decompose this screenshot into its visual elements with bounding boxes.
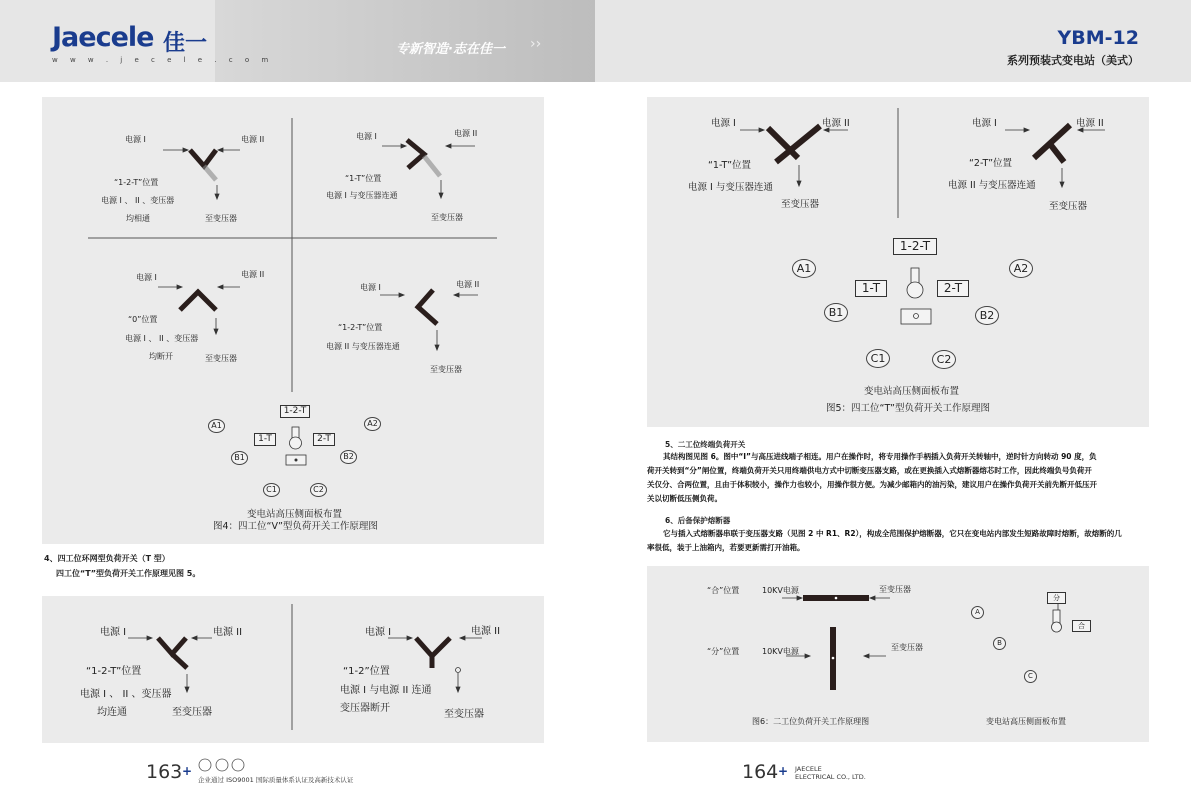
fig5-b1: B1 xyxy=(824,303,848,322)
sec5-line-4: 关以切断低压侧负荷。 xyxy=(647,494,722,503)
fig4-q4-tx: 至变压器 xyxy=(430,365,462,374)
fig4-a2: A2 xyxy=(364,417,381,431)
fig6-b: B xyxy=(993,637,1006,650)
fig6-caption: 图6：二工位负荷开关工作原理图 xyxy=(752,717,870,726)
fig5-c2: C2 xyxy=(932,350,956,369)
slogan: 专新智造·志在佳一 xyxy=(396,42,505,57)
fig4-b1: B1 xyxy=(231,451,248,465)
fig4-q4-src1: 电源 I xyxy=(360,283,381,292)
fig5-l-pos: “1-T”位置 xyxy=(708,160,752,171)
company-logo: Jaecele xyxy=(52,22,154,53)
fig4-q2-desc: 电源 I 与变压器连通 xyxy=(326,191,398,200)
sec6-line-1: 它与插入式熔断器串联于变压器支路（见图 2 中 R1、R2），构成全范围保护熔断器，它只在变电站内部发生短路故障时熔断，故熔断的几 xyxy=(663,529,1122,538)
fig6-c: C xyxy=(1024,670,1037,683)
plus-icon: + xyxy=(182,764,193,778)
fig5-a2: A2 xyxy=(1009,259,1033,278)
sec6-title: 6、后备保护熔断器 xyxy=(665,516,731,525)
br-pos: “1-2”位置 xyxy=(343,666,390,677)
fig6-kv-1: 10KV电源 xyxy=(762,586,799,595)
company-url: w w w . j e c e l e . c o m xyxy=(52,56,274,64)
fig4-q2-pos: “1-T”位置 xyxy=(345,174,382,183)
fig6-kv-2: 10KV电源 xyxy=(762,647,799,656)
fig5-a1: A1 xyxy=(792,259,816,278)
sec5-line-3: 关仅分、合两位置，且由于体积较小，操作力也较小，用操作很方便。为减少邮箱内的油污染，建议用户在操作负荷开关前先断开低压开 xyxy=(647,480,1097,489)
fig5-r-src2: 电源 II xyxy=(1076,118,1104,129)
fig6-fen-pos: “分”位置 xyxy=(707,647,740,656)
fig5-l-desc: 电源 I 与变压器连通 xyxy=(688,182,773,193)
fig4-q3-src2: 电源 II xyxy=(241,270,265,279)
sec5-title: 5、二工位终端负荷开关 xyxy=(665,440,746,449)
br-src1: 电源 I xyxy=(365,627,392,638)
br-tx: 至变压器 xyxy=(444,709,484,720)
bl-src2: 电源 II xyxy=(213,627,243,638)
fig6-tx-1: 至变压器 xyxy=(879,585,911,594)
fig4-q1-src2: 电源 II xyxy=(241,135,265,144)
br-desc: 电源 I 与电源 II 连通 xyxy=(340,685,432,696)
fig5-r-desc: 电源 II 与变压器连通 xyxy=(948,180,1036,191)
fig4-q4-desc: 电源 II 与变压器连通 xyxy=(326,342,400,351)
fig5-btn-1t: 1-T xyxy=(855,280,887,297)
fig4-q1-desc: 电源 I 、 II 、变压器 xyxy=(101,196,175,205)
fig6-tx-2: 至变压器 xyxy=(891,643,923,652)
fig5-panel-caption: 变电站高压侧面板布置 xyxy=(864,386,960,397)
fig5-btn-2t: 2-T xyxy=(937,280,969,297)
sec5-line-1: 其结构图见图 6。图中“I”与高压进线端子相连。用户在操作时，将专用操作手柄插入负荷开关转轴中，逆时针方向转动 90 度，负 xyxy=(663,452,1097,461)
fig4-q4-pos: “1-2-T”位置 xyxy=(338,323,383,332)
bl-tx: 至变压器 xyxy=(172,707,212,718)
bl-pos: “1-2-T”位置 xyxy=(86,666,142,677)
bl-desc2: 均连通 xyxy=(97,707,127,718)
product-title: YBM-12 xyxy=(1057,27,1139,49)
company-logo-cn: 佳一 xyxy=(163,31,208,56)
fig4-q2-src1: 电源 I xyxy=(356,132,377,141)
bl-src1: 电源 I xyxy=(100,627,127,638)
sec4-text: 四工位“T”型负荷开关工作原理见图 5。 xyxy=(56,569,201,578)
fig5-l-src2: 电源 II xyxy=(822,118,850,129)
fig6-panel-caption: 变电站高压侧面板布置 xyxy=(986,717,1066,726)
fig6-he-pos: “合”位置 xyxy=(707,586,740,595)
fig6-a: A xyxy=(971,606,984,619)
fig5-r-src1: 电源 I xyxy=(972,118,997,129)
bl-desc: 电源 I 、 II 、变压器 xyxy=(80,689,172,700)
fig5-r-tx: 至变压器 xyxy=(1049,201,1088,212)
fig4-btn-1t: 1-T xyxy=(254,433,276,446)
fig5-l-tx: 至变压器 xyxy=(781,199,820,210)
fig4-q1-desc2: 均相通 xyxy=(126,214,150,223)
br-desc2: 变压器断开 xyxy=(340,703,390,714)
plus-icon: + xyxy=(778,764,789,778)
fig5-caption: 图5：四工位“T”型负荷开关工作原理图 xyxy=(826,403,990,414)
fig4-panel-caption: 变电站高压侧面板布置 xyxy=(247,509,343,520)
sec6-line-2: 率很低，装于上油箱内，若要更新需打开油箱。 xyxy=(647,543,805,552)
fig5-l-src1: 电源 I xyxy=(711,118,736,129)
product-subtitle: 系列预装式变电站（美式） xyxy=(1007,54,1139,67)
fig4-q3-desc2: 均断开 xyxy=(149,352,173,361)
fig4-q1-tx: 至变压器 xyxy=(205,214,237,223)
fig4-c1: C1 xyxy=(263,483,280,497)
sec5-line-2: 荷开关转到“分”闸位置，终端负荷开关只用终端供电方式中切断变压器支路，或在更换插入式熔断器熔芯时工作，因此终端负号负荷开 xyxy=(647,466,1092,475)
fig6-fen-label: 分 xyxy=(1047,592,1066,604)
fig5-c1: C1 xyxy=(866,349,890,368)
fig5-r-pos: “2-T”位置 xyxy=(969,158,1013,169)
fig4-b2: B2 xyxy=(340,450,357,464)
fig5-btn-12t: 1-2-T xyxy=(893,238,937,255)
br-src2: 电源 II xyxy=(471,626,501,637)
company-name-2: ELECTRICAL CO., LTD. xyxy=(795,773,866,781)
fig5-b2: B2 xyxy=(975,306,999,325)
fig4-q3-desc: 电源 I 、 II 、变压器 xyxy=(125,334,199,343)
fig6-he-label: 合 xyxy=(1072,620,1091,632)
cert-text: 企业通过 ISO9001 国际质量体系认证及高新技术认证 xyxy=(198,776,354,784)
fig4-q2-src2: 电源 II xyxy=(454,129,478,138)
fig4-c2: C2 xyxy=(310,483,327,497)
fig4-q4-src2: 电源 II xyxy=(456,280,480,289)
fig4-btn-2t: 2-T xyxy=(313,433,335,446)
fig4-q3-src1: 电源 I xyxy=(136,273,157,282)
fig4-a1: A1 xyxy=(208,419,225,433)
sec4-title: 4、四工位环网型负荷开关（T 型） xyxy=(44,554,170,563)
fig4-q3-pos: “0”位置 xyxy=(128,315,158,324)
page-number-right: 164 xyxy=(742,761,779,783)
page-number-left: 163 xyxy=(146,761,183,783)
fig4-q3-tx: 至变压器 xyxy=(205,354,237,363)
fig4-q1-pos: “1-2-T”位置 xyxy=(114,178,159,187)
company-name-1: JAECELE xyxy=(795,765,822,773)
fig4-caption: 图4：四工位“V”型负荷开关工作原理图 xyxy=(213,521,378,532)
fig4-btn-12t: 1-2-T xyxy=(280,405,310,418)
chevron-right-icon: ›› xyxy=(530,36,542,52)
fig4-q2-tx: 至变压器 xyxy=(431,213,463,222)
fig4-q1-src1: 电源 I xyxy=(125,135,146,144)
